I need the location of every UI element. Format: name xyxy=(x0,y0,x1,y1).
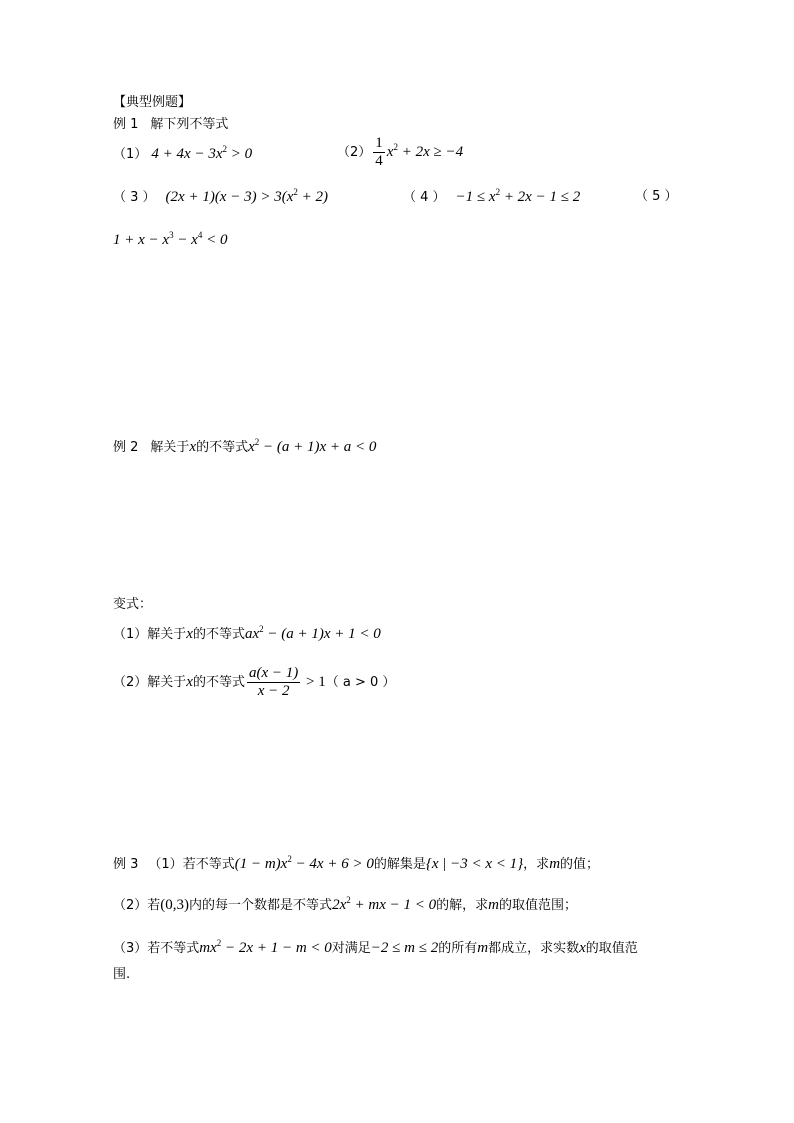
example-1-row-1 xyxy=(113,135,673,169)
example-3-question-2: （2）若(0,3)内的每一个数都是不等式$2x^2$ + mx − 1 < 0的解，求m的取值范围； xyxy=(113,895,577,913)
example-3-question-3: （3）若不等式$mx^2 - 2x + 1 - m < 0$对满足−2 ≤ m ≤ 2的所有m都成立，求实数x的取值范 xyxy=(113,938,638,956)
problem-1-label: （1） xyxy=(113,147,148,162)
example-3-title: 例 3 xyxy=(113,857,139,872)
example-3-question-3-continued: 围. xyxy=(113,967,131,982)
example-1-title: 例 1 xyxy=(113,117,139,132)
variant-2: （2）解关于x的不等式 $\frac{a(x - 1)}{x - 2}$ > 1（ a > 0 ） xyxy=(113,665,396,699)
problem-4 xyxy=(403,188,580,207)
problem-2-expression: $x^2 + 2x \ge -4$ xyxy=(386,142,464,160)
problem-2-fraction: $\frac{1}{4}$ xyxy=(375,135,383,169)
variant-2-condition: （ a > 0 ） xyxy=(325,675,396,690)
problem-3-expression: $(2x + 1)(x - 3) > 3(x^2 + 2)$ xyxy=(165,187,328,205)
problem-5-label: （ 5 ） xyxy=(635,189,678,204)
example-1-row-2 xyxy=(113,188,683,207)
problem-4-label: （ 4 ） xyxy=(403,190,446,205)
example-1-heading xyxy=(113,116,228,134)
problem-2-label: （2） xyxy=(337,145,372,160)
example-1-instruction: 解下列不等式 xyxy=(150,117,229,132)
variant-title: 变式： xyxy=(113,597,153,612)
section-title: 【典型例题】 xyxy=(113,95,192,110)
variant-2-fraction: $\frac{a(x - 1)}{x - 2}$ xyxy=(248,665,299,699)
problem-2 xyxy=(337,135,463,170)
problem-1-expression: $4 + 4x - 3x^2 > 0$ xyxy=(151,144,253,162)
problem-4-expression: $-1 \le x^2 + 2x - 1 \le 2$ xyxy=(455,187,581,205)
example-2-expression: $x^2 - (a + 1)x + a < 0$ xyxy=(248,437,377,455)
problem-5-expression: $1 + x - x^3 - x^4 < 0$ xyxy=(113,230,228,248)
variant-1-expression: $ax^2 - (a + 1)x + 1 < 0$ xyxy=(244,624,381,642)
variant-1: （1）解关于x的不等式$ax^2 - (a + 1)x + 1 < 0$ xyxy=(113,624,381,642)
example-3-question-1: 例 3 （1）若不等式$(1 - m)x^2 - 4x + 6 > 0$的解集是{x | −3 < x < 1}，求m的值； xyxy=(113,854,600,872)
example-2-title: 例 2 xyxy=(113,440,139,455)
problem-3-label: （ 3 ） xyxy=(113,190,156,205)
example-2: 例 2 解关于x的不等式$x^2 - (a + 1)x + a < 0$ xyxy=(113,437,377,455)
